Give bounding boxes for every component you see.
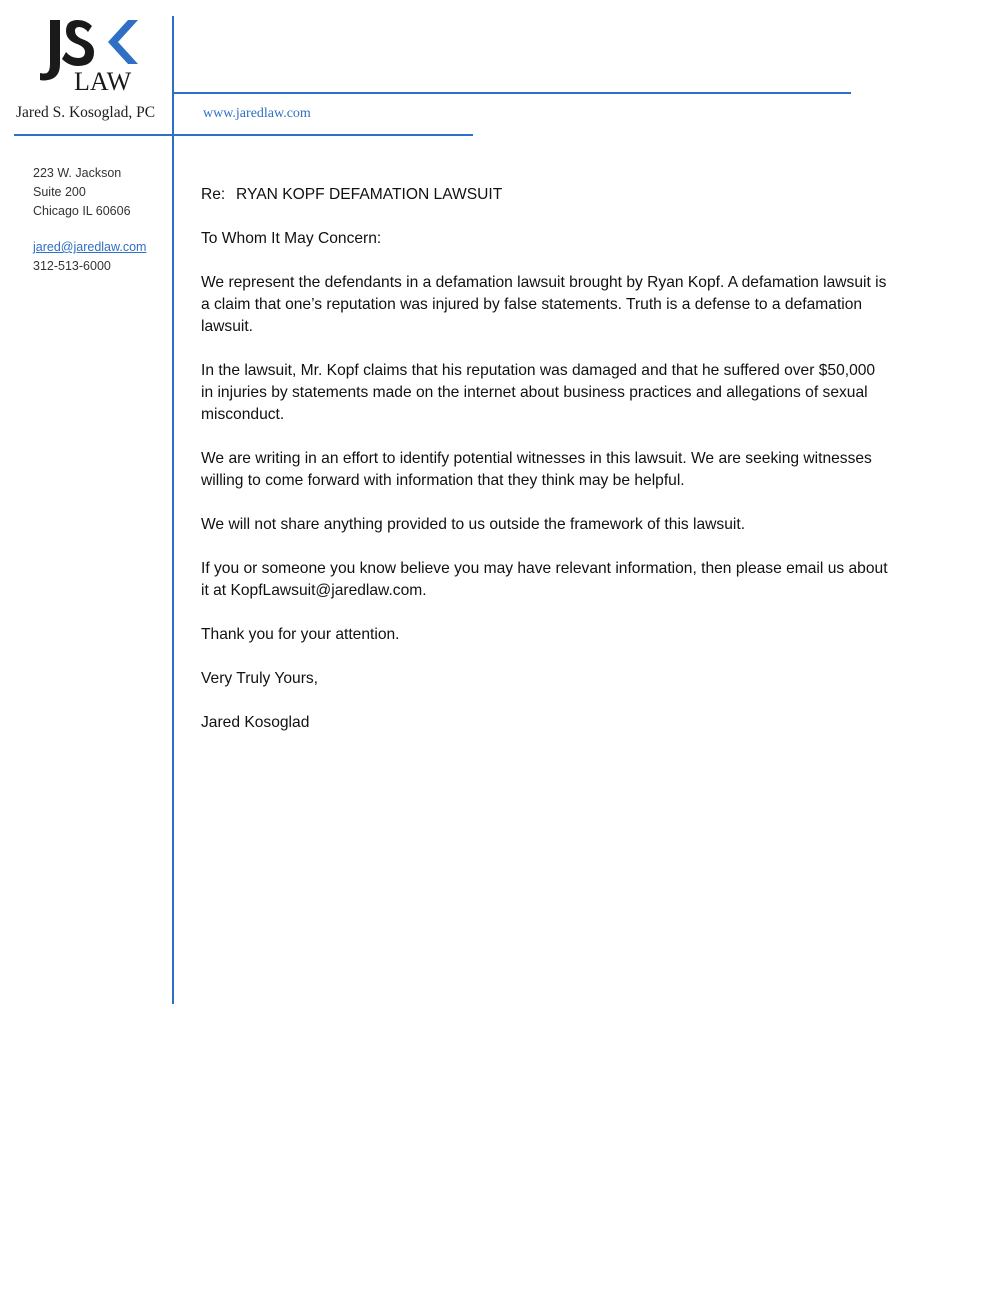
closing: Very Truly Yours, xyxy=(201,670,319,687)
address-line-3: Chicago IL 60606 xyxy=(33,204,131,218)
address-line-2: Suite 200 xyxy=(33,185,86,199)
website-link[interactable]: www.jaredlaw.com xyxy=(203,106,311,121)
top-rule xyxy=(174,92,851,94)
re-subject: RYAN KOPF DEFAMATION LAWSUIT xyxy=(236,186,503,203)
paragraph: We are writing in an effort to identify potential witnesses in this lawsuit. We are seeking witnesses willing to come forward with information that they think may be helpful. xyxy=(201,450,872,489)
paragraph: We represent the defendants in a defamation lawsuit brought by Ryan Kopf. A defamation lawsuit is a claim that one’s reputation was injured by false statements. Truth is a defense to a defamation lawsuit. xyxy=(201,274,887,335)
letter-body xyxy=(201,184,891,756)
paragraph: We will not share anything provided to us outside the framework of this lawsuit. xyxy=(201,516,746,533)
subject-line xyxy=(201,184,891,206)
svg-text:LAW: LAW xyxy=(74,67,132,92)
paragraph: Thank you for your attention. xyxy=(201,626,400,643)
firm-name: Jared S. Kosoglad, PC xyxy=(16,104,156,121)
vertical-rule xyxy=(172,16,174,1004)
email-link[interactable]: jared@jaredlaw.com xyxy=(33,240,147,254)
salutation: To Whom It May Concern: xyxy=(201,230,382,247)
paragraph: In the lawsuit, Mr. Kopf claims that his reputation was damaged and that he suffered over $50,000 in injuries by statements made on the internet about business practices and allegations of sexual misconduct. xyxy=(201,362,876,423)
paragraph: If you or someone you know believe you may have relevant information, then please email us about it at KopfLawsuit@jaredlaw.com. xyxy=(201,560,888,599)
contact-block xyxy=(33,164,146,276)
re-label: Re: xyxy=(201,186,226,203)
phone-number: 312-513-6000 xyxy=(33,259,111,273)
jsk-law-logo xyxy=(40,18,140,92)
header-rule xyxy=(14,134,473,136)
signature-name: Jared Kosoglad xyxy=(201,714,310,731)
address-line-1: 223 W. Jackson xyxy=(33,166,122,180)
